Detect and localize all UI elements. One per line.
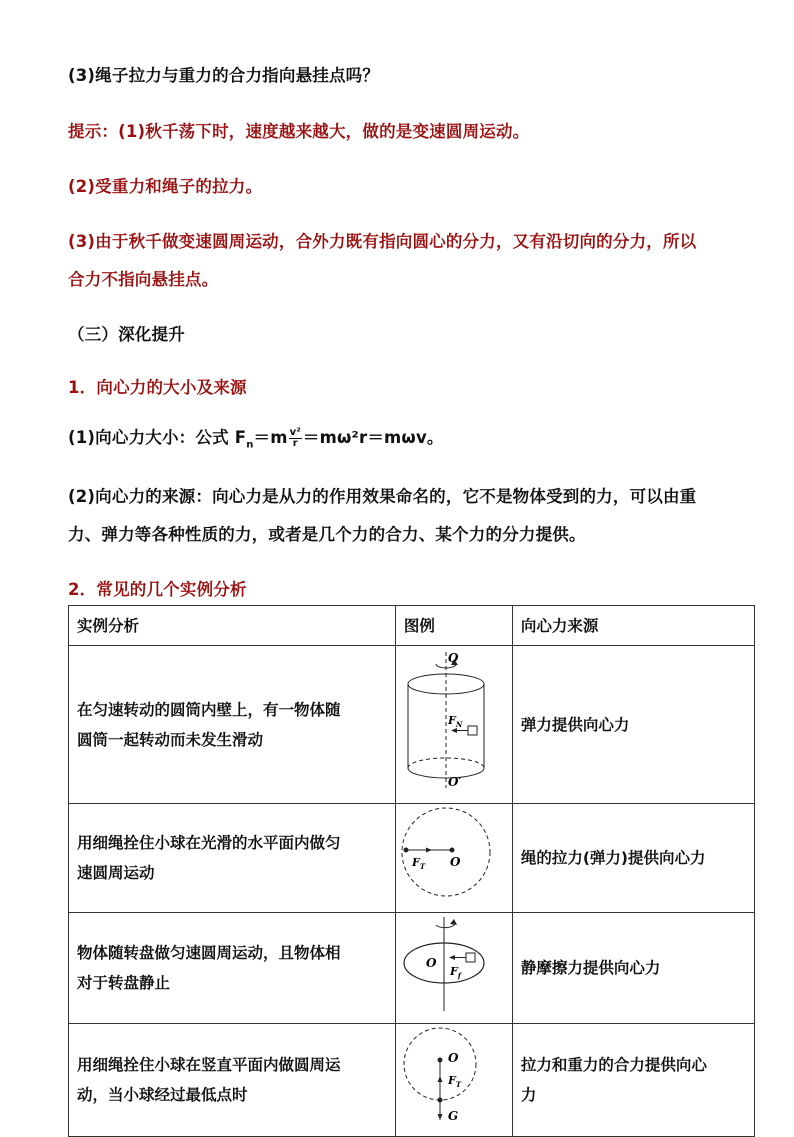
label-fn: $F_N$ <box>447 714 463 729</box>
source-cell: 绳的拉力(弹力)提供向心力 <box>512 804 754 913</box>
heading-2: 2．常见的几个实例分析 <box>68 580 247 599</box>
question-3: (3)绳子拉力与重力的合力指向悬挂点吗？ <box>68 66 380 85</box>
case-text: 物体随转盘做匀速圆周运动，且物体相 <box>77 944 341 962</box>
figure-cell <box>395 913 512 1024</box>
case-text: 圆筒一起转动而未发生滑动 <box>77 730 264 749</box>
label-o-prime: O′ <box>447 775 462 789</box>
turntable-diagram <box>396 913 512 1013</box>
hint-3-line-1: (3)由于秋千做变速圆周运动，合外力既有指向圆心的分力，又有沿切向的分力，所以 <box>68 232 697 251</box>
table-row <box>69 804 755 913</box>
example-table <box>68 605 755 1137</box>
formula-rest: ＝mω²r＝mωv。 <box>302 428 444 447</box>
paragraph-2-line-2: 力、弹力等各种性质的力，或者是几个力的合力、某个力的分力提供。 <box>68 525 586 544</box>
figure-cell <box>395 1024 512 1137</box>
table-row <box>69 646 755 804</box>
figure-cell <box>395 804 512 913</box>
source-cell <box>512 1024 754 1137</box>
rotating-cylinder-diagram <box>396 646 512 793</box>
case-cell <box>69 1024 396 1137</box>
source-cell: 静摩擦力提供向心力 <box>512 913 754 1024</box>
heading-1: 1．向心力的大小及来源 <box>68 378 247 397</box>
horizontal-circle-diagram <box>396 804 512 902</box>
case-cell <box>69 913 396 1024</box>
table-header-row <box>69 606 755 646</box>
case-text: 对于转盘静止 <box>77 974 171 992</box>
header-figure: 图例 <box>395 606 512 646</box>
label-o: O <box>425 956 437 970</box>
formula-eq: ＝m <box>253 428 288 447</box>
label-ff: $F_f$ <box>449 965 461 980</box>
paragraph-2-line-1: (2)向心力的来源：向心力是从力的作用效果命名的，它不是物体受到的力，可以由重 <box>68 487 697 506</box>
label-ft: $F_T$ <box>411 856 425 871</box>
section-title: （三）深化提升 <box>68 325 185 344</box>
label-g: G <box>447 1109 459 1123</box>
fraction-denominator: r <box>292 438 298 449</box>
formula-subscript: n <box>246 439 254 451</box>
case-text: 速圆周运动 <box>77 864 155 882</box>
case-text: 在匀速转动的圆筒内壁上，有一物体随 <box>77 700 341 719</box>
formula-line <box>68 424 444 450</box>
formula-fraction <box>289 428 302 449</box>
label-o: O <box>449 855 461 869</box>
label-o: O <box>447 1051 459 1065</box>
figure-cell <box>395 646 512 804</box>
formula-prefix: (1)向心力大小：公式 F <box>68 428 247 447</box>
source-cell: 弹力提供向心力 <box>512 646 754 804</box>
vertical-circle-diagram <box>396 1024 512 1126</box>
header-case: 实例分析 <box>69 606 396 646</box>
hint-1: 提示：(1)秋千荡下时，速度越来越大，做的是变速圆周运动。 <box>68 122 530 141</box>
source-text: 力 <box>520 1086 537 1104</box>
case-cell <box>69 646 396 804</box>
label-ft: $F_T$ <box>447 1074 461 1089</box>
hint-3-line-2: 合力不指向悬挂点。 <box>68 270 219 289</box>
table-row <box>69 1024 755 1137</box>
label-o: O <box>447 651 459 665</box>
fraction-numerator: v² <box>289 427 301 438</box>
case-cell <box>69 804 396 913</box>
case-text: 用细绳拴住小球在竖直平面内做圆周运 <box>77 1056 341 1074</box>
case-text: 用细绳拴住小球在光滑的水平面内做匀 <box>77 834 341 852</box>
header-source: 向心力来源 <box>512 606 754 646</box>
hint-2: (2)受重力和绳子的拉力。 <box>68 177 263 196</box>
case-text: 动，当小球经过最低点时 <box>77 1086 248 1104</box>
table-row <box>69 913 755 1024</box>
source-text: 拉力和重力的合力提供向心 <box>520 1056 707 1074</box>
